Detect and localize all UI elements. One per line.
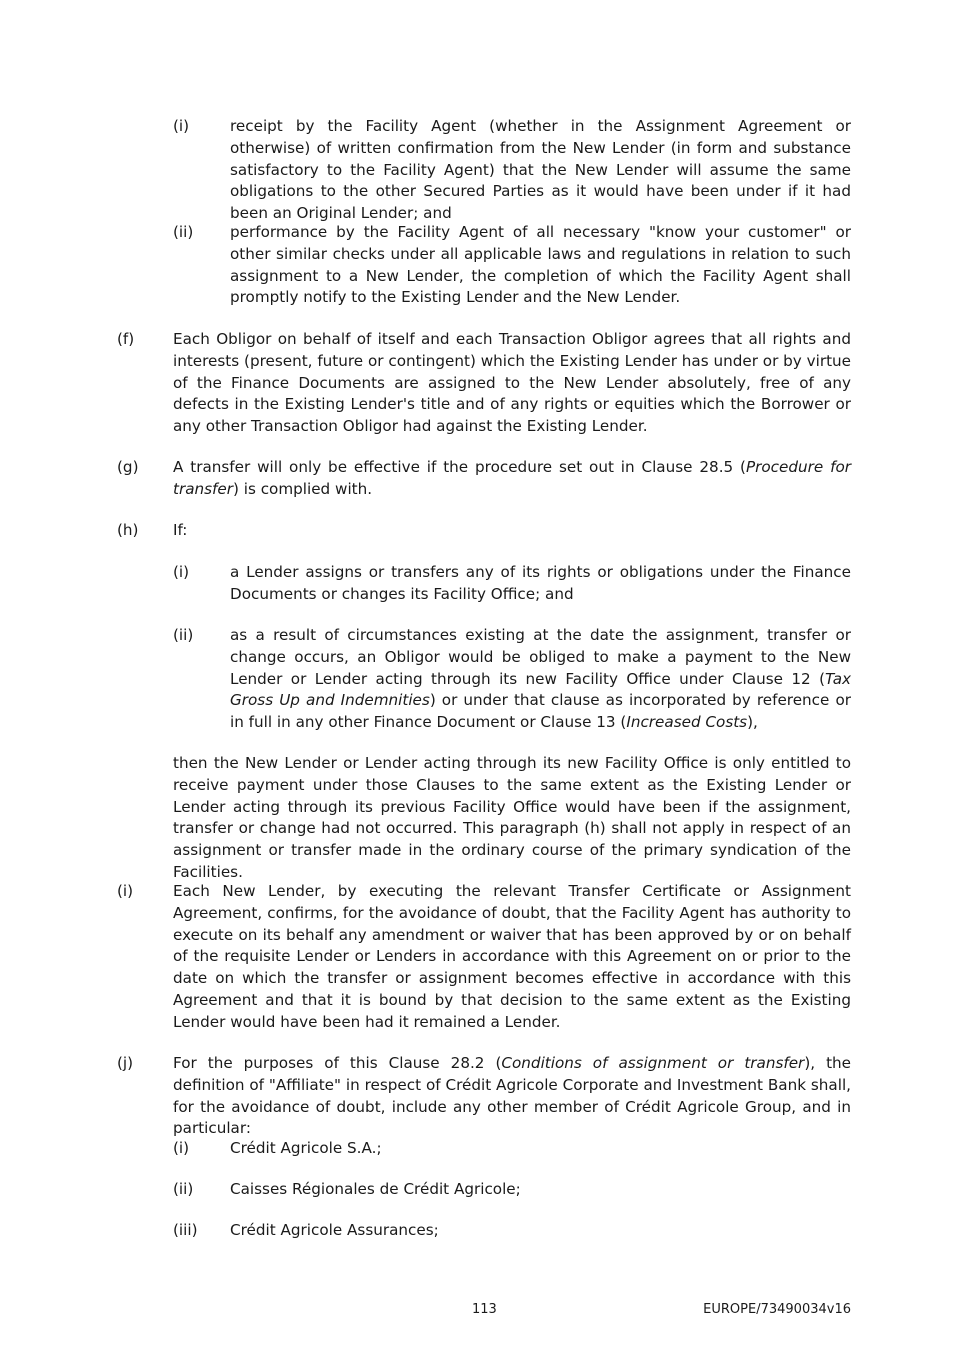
paragraph-e-ii: performance by the Facility Agent of all necessary "know your customer" or other similar checks under all applicable laws and regulations in relation to such assignment to a New Lender, the completion of which the Facility Agent shall promptly notify to the Existing Lender and the New Lender. xyxy=(230,223,851,307)
clause-reference: Procedure for transfer xyxy=(173,458,851,498)
paragraph-g: A transfer will only be effective if the procedure set out in Clause 28.5 (Procedure for transfer) is complied with. xyxy=(173,458,851,498)
paragraph-i: Each New Lender, by executing the relevant Transfer Certificate or Assignment Agreement, confirms, for the avoidance of doubt, that the Facility Agent has authority to execute on its behalf any amendment or waiver that has been approved by or on behalf of the requisite Lender or Lenders in accordance with this Agreement on or prior to the date on which the transfer or assignment becomes effective in accordance with this Agreement and that it is bound by that decision to the same extent as the Existing Lender would have been had it remained a Lender. xyxy=(173,882,851,1031)
paragraph-f: Each Obligor on behalf of itself and each Transaction Obligor agrees that all rights and interests (present, future or contingent) which the Existing Lender has under or by virtue of the Finance Documents are assigned to the New Lender absolutely, free of any defects in the Existing Lender's title and of any rights or equities which the Borrower or any other Transaction Obligor had against the Existing Lender. xyxy=(173,330,851,436)
paragraph-h-ii: as a result of circumstances existing at the date the assignment, transfer or change occurs, an Obligor would be obliged to make a payment to the New Lender or Lender acting through its new Facility Office under Clause 12 (Tax Gross Up and Indemnities) or under that clause as incorporated by reference or in full in any other Finance Document or Clause 13 (Increased Costs), xyxy=(230,626,851,732)
clause-reference: Tax Gross Up and Indemnities xyxy=(230,669,851,710)
page-number: 113 xyxy=(472,1302,497,1317)
paragraph-h: If: xyxy=(173,521,188,539)
paragraph-e-i: receipt by the Facility Agent (whether in the Assignment Agreement or otherwise) of written confirmation from the New Lender (in form and substance satisfactory to the Facility Agent) that the New Lender will assume the same obligations to the other Secured Parties as it would have been under if it had been an Original Lender; and xyxy=(230,117,851,223)
document-reference: EUROPE/73490034v16 xyxy=(703,1302,851,1317)
item-label: (h) xyxy=(117,521,139,539)
item-label: (ii) xyxy=(173,223,194,241)
paragraph-h-then: then the New Lender or Lender acting through its new Facility Office is only entitled to receive payment under those Clauses to the same extent as the Existing Lender or Lender acting through its previous Facility Office would have been if the assignment, transfer or change had not occurred. This paragraph (h) shall not apply in respect of an assignment or transfer made in the ordinary course of the primary syndication of the Facilities. xyxy=(173,754,851,881)
paragraph-j-ii: Caisses Régionales de Crédit Agricole; xyxy=(230,1180,521,1198)
clause-reference: Increased Costs xyxy=(626,713,748,732)
paragraph-h-i: a Lender assigns or transfers any of its rights or obligations under the Finance Documents or changes its Facility Office; and xyxy=(230,563,851,603)
item-label: (f) xyxy=(117,330,135,348)
item-label: (j) xyxy=(117,1054,134,1072)
paragraph-j-iii: Crédit Agricole Assurances; xyxy=(230,1221,439,1239)
item-label: (i) xyxy=(117,882,134,900)
item-label: (g) xyxy=(117,458,139,476)
item-label: (i) xyxy=(173,1139,190,1157)
item-label: (ii) xyxy=(173,1180,194,1198)
item-label: (ii) xyxy=(173,626,194,644)
paragraph-j-i: Crédit Agricole S.A.; xyxy=(230,1139,382,1157)
clause-reference: Conditions of assignment or transfer xyxy=(501,1054,805,1072)
item-label: (i) xyxy=(173,563,190,581)
item-label: (iii) xyxy=(173,1221,198,1239)
paragraph-j: For the purposes of this Clause 28.2 (Conditions of assignment or transfer), the definition of "Affiliate" in respect of Crédit Agricole Corporate and Investment Bank shall, for the avoidance of doubt, include any other member of Crédit Agricole Group, and in particular: xyxy=(173,1054,851,1138)
item-label: (i) xyxy=(173,117,190,135)
